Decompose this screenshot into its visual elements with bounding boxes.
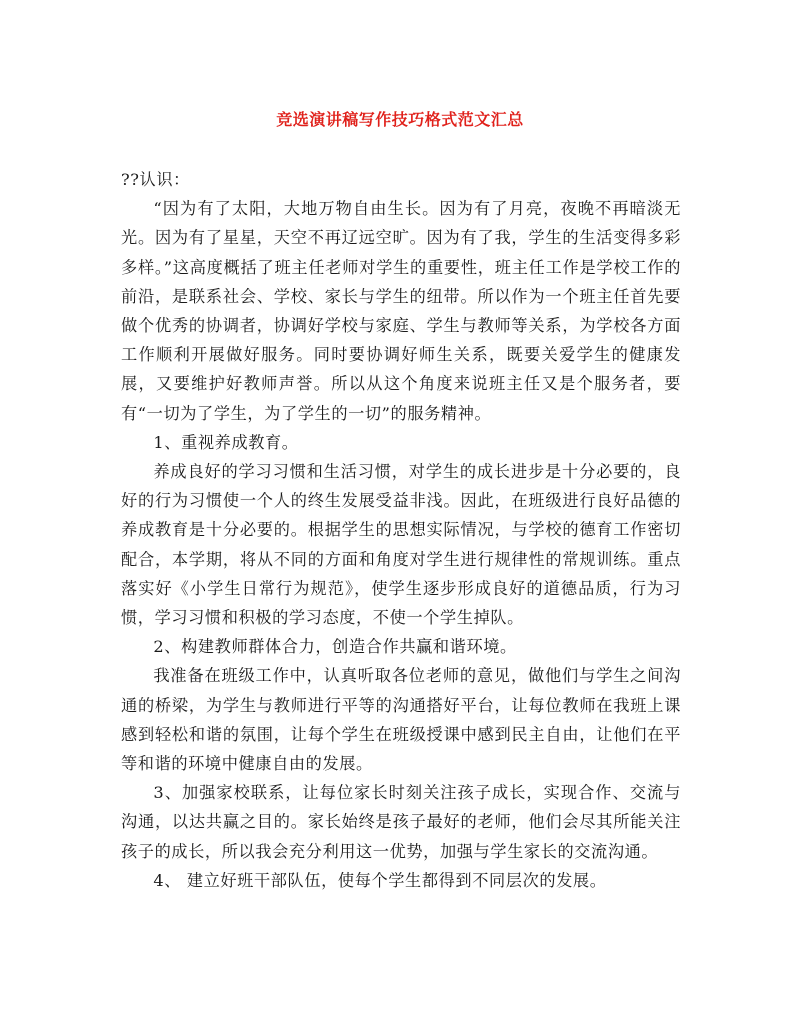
paragraph-role-description: “因为有了太阳，大地万物自由生长。因为有了月亮，夜晚不再暗淡无光。因为有了星星，天空不再辽远空旷。因为有了我，学生的生活变得多彩多样。”这高度概括了班主任老师对学生的重要性，班主任工作是学校工作的前沿，是联系社会、学校、家长与学生的纽带。所以作为一个班主任首先要做个优秀的协调者，协调好学校与家庭、学生与教师等关系，为学校各方面工作顺利开展做好服务。同时要协调好师生关系，既要关爱学生的健康发展，又要维护好教师声誉。所以从这个角度来说班主任又是个服务者，要有“一切为了学生，为了学生的一切”的服务精神。 <box>121 199 681 423</box>
document-title: 竞选演讲稿写作技巧格式范文汇总 <box>276 110 524 129</box>
paragraph-teacher-cooperation: 我准备在班级工作中，认真听取各位老师的意见，做他们与学生之间沟通的桥梁，为学生与教师进行平等的沟通搭好平台，让每位教师在我班上课感到轻松和谐的氛围，让每个学生在班级授课中感到民主自由，让他们在平等和谐的环境中健康自由的发展。 <box>121 666 681 774</box>
section-heading-4: 4、 建立好班干部队伍，使每个学生都得到不同层次的发展。 <box>153 870 607 890</box>
intro-label: ??认识： <box>121 170 190 189</box>
section-heading-1: 1、重视养成教育。 <box>153 432 299 452</box>
document-body <box>121 165 681 895</box>
paragraph-home-school-contact: 3、加强家校联系，让每位家长时刻关注孩子成长，实现合作、交流与沟通，以达共赢之目的。家长始终是孩子最好的老师，他们会尽其所能关注孩子的成长，所以我会充分利用这一优势，加强与学生家长的交流沟通。 <box>121 783 681 861</box>
paragraph-habit-education: 养成良好的学习习惯和生活习惯，对学生的成长进步是十分必要的，良好的行为习惯使一个人的终生发展受益非浅。因此，在班级进行良好品德的养成教育是十分必要的。根据学生的思想实际情况，与学校的德育工作密切配合，本学期，将从不同的方面和角度对学生进行规律性的常规训练。重点落实好《小学生日常行为规范》，使学生逐步形成良好的道德品质，行为习惯，学习习惯和积极的学习态度，不使一个学生掉队。 <box>121 462 681 628</box>
section-heading-2: 2、构建教师群体合力，创造合作共赢和谐环境。 <box>153 637 517 657</box>
